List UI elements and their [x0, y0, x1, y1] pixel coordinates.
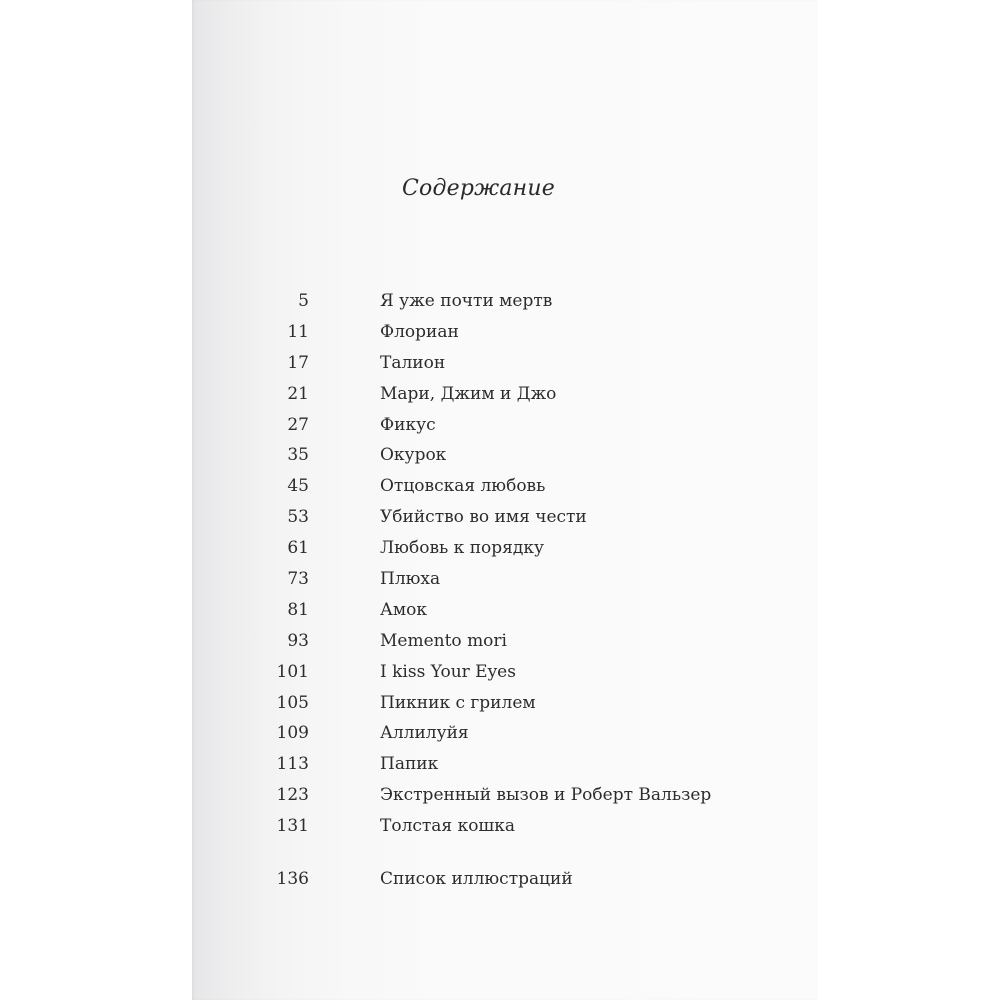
toc-page-number: 131	[276, 816, 309, 837]
toc-appendix-entry	[192, 869, 818, 900]
toc-entry-title: Мари, Джим и Джо	[380, 383, 557, 404]
toc-entry-title: Флориан	[380, 321, 459, 342]
toc-entry	[192, 415, 818, 446]
toc-entry	[192, 785, 818, 816]
toc-entry-title: Папик	[380, 754, 439, 775]
toc-entry-title: Список иллюстраций	[380, 869, 573, 890]
toc-page-number: 17	[287, 352, 309, 373]
toc-page-number: 93	[287, 630, 309, 651]
toc-entry-title: Амок	[380, 599, 427, 620]
page-title: Содержание	[402, 176, 555, 201]
toc-entry-title: I kiss Your Eyes	[380, 661, 516, 682]
toc-page-number: 27	[287, 414, 309, 435]
table-of-contents	[192, 291, 818, 900]
toc-entry-title: Толстая кошка	[380, 816, 515, 837]
toc-page-number: 53	[287, 507, 309, 528]
toc-page-number: 73	[287, 569, 309, 590]
toc-entry-title: Отцовская любовь	[380, 476, 546, 497]
toc-entry	[192, 631, 818, 662]
toc-entry	[192, 507, 818, 538]
toc-entry	[192, 569, 818, 600]
toc-entry-title: Пикник с грилем	[380, 692, 536, 713]
toc-page-number: 21	[287, 383, 309, 404]
toc-entry	[192, 445, 818, 476]
toc-entry-title: Фикус	[380, 414, 436, 435]
book-page	[192, 0, 818, 1000]
toc-entry-title: Я уже почти мертв	[380, 291, 553, 311]
toc-page-number: 136	[276, 869, 309, 890]
toc-entry	[192, 538, 818, 569]
toc-page-number: 35	[287, 445, 309, 466]
toc-page-number: 11	[287, 321, 309, 342]
toc-entry	[192, 600, 818, 631]
toc-entry	[192, 384, 818, 415]
toc-entry	[192, 662, 818, 693]
toc-entry-title: Любовь к порядку	[380, 538, 544, 559]
toc-entry-title: Memento mori	[380, 630, 507, 651]
toc-entry	[192, 816, 818, 847]
toc-entry-title: Экстренный вызов и Роберт Вальзер	[380, 785, 712, 806]
toc-entry	[192, 291, 818, 322]
toc-entry	[192, 693, 818, 724]
toc-entry-title: Аллилуйя	[380, 723, 469, 744]
toc-page-number: 101	[276, 661, 309, 682]
toc-entry	[192, 754, 818, 785]
toc-page-number: 123	[276, 785, 309, 806]
toc-entry	[192, 723, 818, 754]
toc-page-number: 61	[287, 538, 309, 559]
toc-entry	[192, 353, 818, 384]
toc-entry-title: Убийство во имя чести	[380, 507, 587, 528]
toc-entry-title: Окурок	[380, 445, 447, 466]
toc-page-number: 81	[287, 599, 309, 620]
toc-page-number: 113	[276, 754, 309, 775]
toc-entry	[192, 476, 818, 507]
toc-entry-title: Плюха	[380, 569, 441, 590]
toc-page-number: 105	[276, 692, 309, 713]
toc-page-number: 45	[287, 476, 309, 497]
toc-page-number: 109	[276, 723, 309, 744]
toc-entry	[192, 322, 818, 353]
toc-page-number: 5	[298, 291, 309, 311]
toc-entry-title: Талион	[380, 352, 446, 373]
